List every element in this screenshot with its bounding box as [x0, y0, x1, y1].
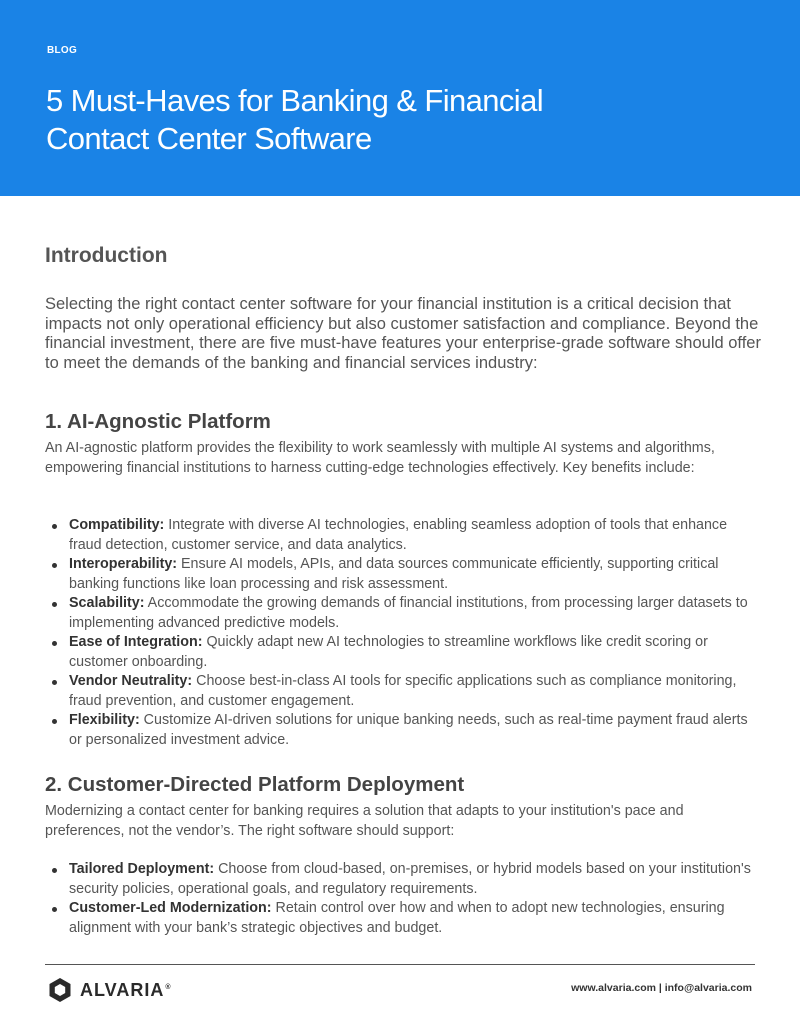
bullet-text: Choose from cloud-based, on-premises, or hybrid models based on your institution's security policies, operational goals, and regulatory requirements.	[69, 861, 751, 897]
bullet-text: Accommodate the growing demands of financial institutions, from processing larger datasets to implementing advanced predictive models.	[69, 595, 748, 631]
list-item	[69, 672, 759, 711]
logo-wordmark	[80, 980, 172, 1001]
bullet-icon	[52, 907, 57, 912]
section-1-bullet-list	[69, 516, 759, 750]
title-line-1: 5 Must-Haves for Banking & Financial	[46, 83, 544, 118]
bullet-icon	[52, 680, 57, 685]
section-2-bullet-list	[69, 860, 759, 938]
bullet-text: Ensure AI models, APIs, and data sources communicate efficiently, supporting critical banking functions like loan processing and risk assessment.	[69, 556, 719, 592]
bullet-label: Scalability:	[69, 595, 145, 611]
section-2-heading: 2. Customer-Directed Platform Deployment	[45, 773, 465, 796]
footer-divider	[45, 964, 755, 965]
footer-contact: www.alvaria.com | info@alvaria.com	[571, 982, 752, 994]
section-2-paragraph: Modernizing a contact center for banking requires a solution that adapts to your institution's pace and preferences, not the vendor’s. The right software should support:	[45, 803, 684, 839]
bullet-label: Flexibility:	[69, 712, 140, 728]
logo-text: ALVARIA	[80, 979, 165, 1000]
title-line-2: Contact Center Software	[46, 121, 372, 156]
page-title	[46, 82, 746, 158]
list-item	[69, 899, 759, 938]
list-item	[69, 516, 759, 555]
bullet-label: Vendor Neutrality:	[69, 673, 193, 689]
bullet-icon	[52, 602, 57, 607]
bullet-icon	[52, 524, 57, 529]
alvaria-logo	[48, 976, 172, 1004]
bullet-text: Customize AI-driven solutions for unique banking needs, such as real-time payment fraud alerts or personalized investment advice.	[69, 712, 748, 748]
bullet-icon	[52, 563, 57, 568]
bullet-icon	[52, 641, 57, 646]
registered-mark: ®	[165, 983, 172, 991]
bullet-label: Tailored Deployment:	[69, 861, 215, 877]
bullet-icon	[52, 868, 57, 873]
blog-tag: BLOG	[47, 45, 78, 56]
list-item	[69, 633, 759, 672]
list-item	[69, 555, 759, 594]
bullet-text: Retain control over how and when to adopt new technologies, ensuring alignment with your bank’s strategic objectives and budget.	[69, 900, 725, 936]
alvaria-hexagon-icon	[48, 977, 72, 1003]
list-item	[69, 860, 759, 899]
bullet-label: Interoperability:	[69, 556, 178, 572]
intro-paragraph: Selecting the right contact center software for your financial institution is a critical decision that impacts not only operational efficiency but also customer satisfaction and compliance. Beyond the financial investment, there are five must-have features your enterprise-grade software should offer to meet the demands of the banking and financial services industry:	[45, 295, 761, 372]
bullet-label: Compatibility:	[69, 517, 165, 533]
bullet-icon	[52, 719, 57, 724]
bullet-text: Quickly adapt new AI technologies to streamline workflows like credit scoring or customer onboarding.	[69, 634, 708, 670]
bullet-text: Choose best-in-class AI tools for specific applications such as compliance monitoring, fraud prevention, and customer engagement.	[69, 673, 737, 709]
intro-heading: Introduction	[45, 244, 168, 267]
bullet-label: Ease of Integration:	[69, 634, 203, 650]
bullet-text: Integrate with diverse AI technologies, enabling seamless adoption of tools that enhance fraud detection, customer service, and data analytics.	[69, 517, 728, 553]
list-item	[69, 711, 759, 750]
bullet-label: Customer-Led Modernization:	[69, 900, 272, 916]
section-1-heading: 1. AI-Agnostic Platform	[45, 410, 271, 433]
section-1-paragraph: An AI-agnostic platform provides the flexibility to work seamlessly with multiple AI systems and algorithms, empowering financial institutions to harness cutting-edge technologies effectively. Key benefits include:	[45, 440, 715, 476]
list-item	[69, 594, 759, 633]
header-banner	[0, 0, 800, 196]
